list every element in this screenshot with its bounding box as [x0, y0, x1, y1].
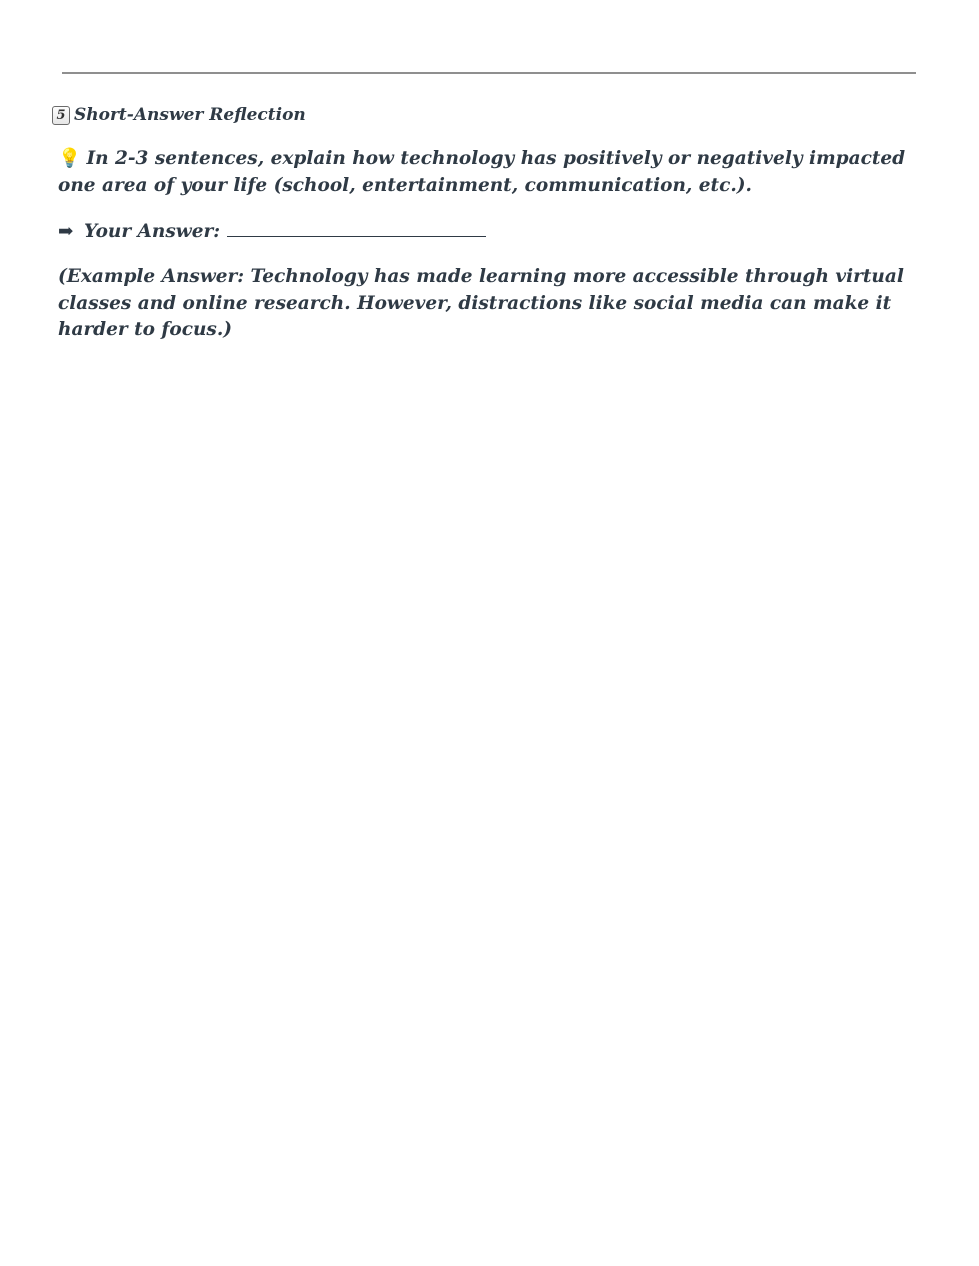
- lightbulb-icon: 💡: [58, 148, 82, 169]
- question-text: In 2-3 sentences, explain how technology has positively or negatively impacted one area of your life (school, entertainment, communication, etc.).: [58, 148, 906, 196]
- right-arrow-icon: ➡: [58, 221, 74, 242]
- section-heading: [52, 104, 306, 126]
- question-prompt: [58, 146, 926, 199]
- answer-label: Your Answer:: [83, 221, 221, 242]
- answer-row: [58, 218, 926, 246]
- answer-blank-line[interactable]: [227, 218, 486, 237]
- example-answer: (Example Answer: Technology has made learning more accessible through virtual classes and online research. However, distractions like social media can make it harder to focus.): [58, 266, 904, 340]
- section-divider: [62, 72, 916, 74]
- number-keycap-icon: 5: [52, 106, 70, 125]
- section-title: Short-Answer Reflection: [74, 105, 306, 125]
